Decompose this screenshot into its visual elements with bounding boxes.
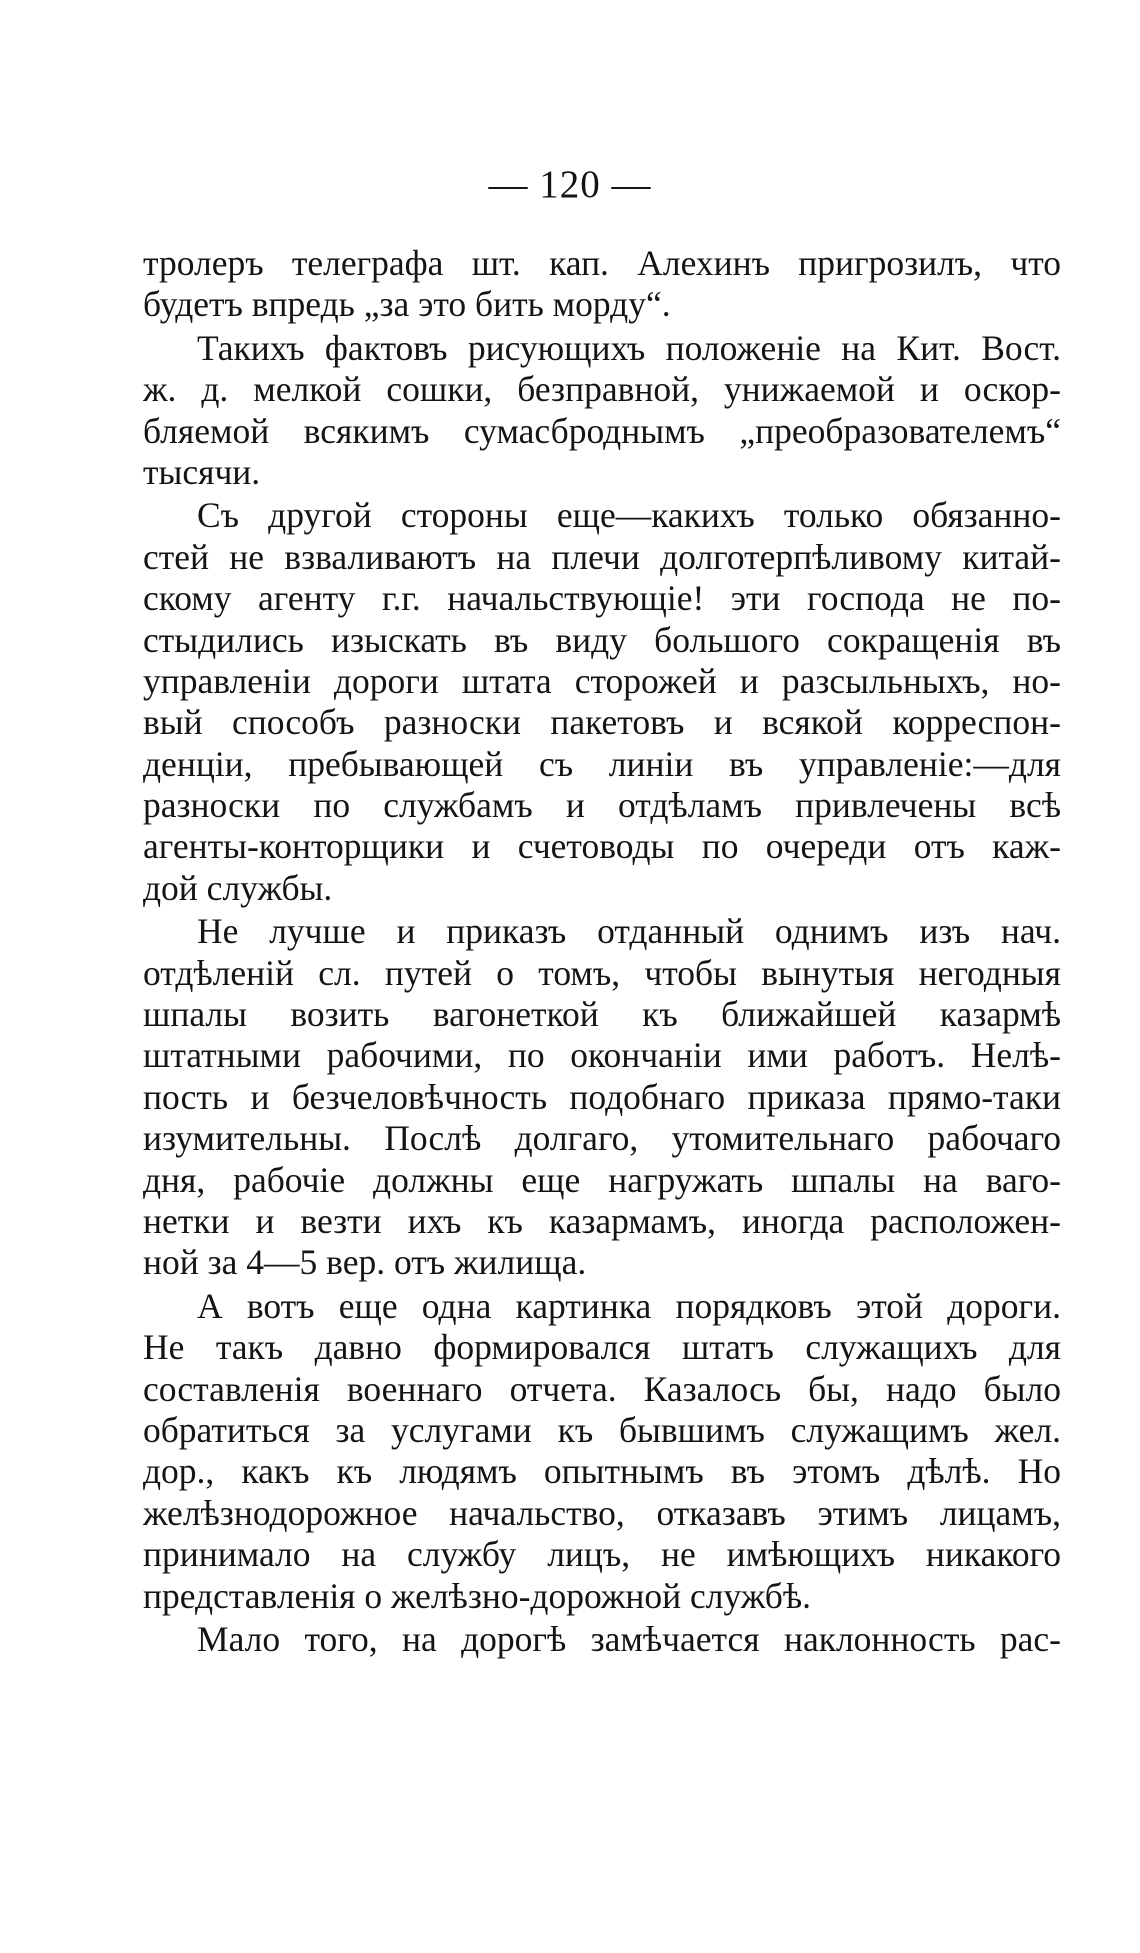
text-line: бляемой всякимъ сумасброднымъ „преобразователемъ“ bbox=[143, 410, 1061, 451]
paragraph bbox=[143, 243, 1061, 326]
text-line: принимало на службу лицъ, не имѣющихъ никакого bbox=[143, 1534, 1061, 1575]
text-line: агенты-конторщики и счетоводы по очереди отъ каж- bbox=[143, 826, 1061, 867]
text-line: штатными рабочими, по окончаніи ими работъ. Нелѣ- bbox=[143, 1035, 1061, 1076]
text-line: ной за 4—5 вер. отъ жилища. bbox=[143, 1242, 587, 1283]
text-line: А вотъ еще одна картинка порядковъ этой дороги. bbox=[197, 1285, 1061, 1326]
text-line: стыдились изыскать въ виду большого сокращенія въ bbox=[143, 619, 1061, 660]
paragraph bbox=[143, 328, 1061, 494]
text-line: составленія военнаго отчета. Казалось бы, надо было bbox=[143, 1368, 1061, 1409]
paragraph bbox=[143, 1286, 1061, 1617]
text-line: обратиться за услугами къ бывшимъ служащимъ жел. bbox=[143, 1409, 1061, 1450]
text-line: тысячи. bbox=[143, 451, 261, 492]
paragraph bbox=[143, 495, 1061, 909]
text-line: нетки и везти ихъ къ казармамъ, иногда расположен- bbox=[143, 1200, 1061, 1241]
text-line: денціи, пребывающей съ линіи въ управленіе:—для bbox=[143, 743, 1061, 784]
page-number: — 120 — bbox=[488, 163, 652, 206]
text-line: Съ другой стороны еще—какихъ только обязанно- bbox=[197, 495, 1061, 536]
text-line: тролеръ телеграфа шт. кап. Алехинъ пригрозилъ, что bbox=[143, 243, 1061, 283]
text-line: дня, рабочіе должны еще нагружать шпалы на ваго- bbox=[143, 1159, 1061, 1200]
paragraph bbox=[143, 911, 1061, 1284]
text-line: дор., какъ къ людямъ опытнымъ въ этомъ дѣлѣ. Но bbox=[143, 1451, 1061, 1492]
paragraph bbox=[143, 1619, 1061, 1660]
text-line: управленіи дороги штата сторожей и разсыльныхъ, но- bbox=[143, 660, 1061, 701]
text-line: разноски по службамъ и отдѣламъ привлечены всѣ bbox=[143, 785, 1061, 826]
text-line: дой службы. bbox=[143, 867, 333, 908]
text-line: изумительны. Послѣ долгаго, утомительнаго рабочаго bbox=[143, 1118, 1061, 1159]
text-line: вый способъ разноски пакетовъ и всякой корреспон- bbox=[143, 702, 1061, 743]
body-text bbox=[143, 243, 1061, 1662]
text-line: пость и безчеловѣчность подобнаго приказа прямо-таки bbox=[143, 1076, 1061, 1117]
text-line: скому агенту г.г. начальствующіе! эти господа не по- bbox=[143, 578, 1061, 619]
text-line: Не лучше и приказъ отданный однимъ изъ нач. bbox=[197, 911, 1061, 952]
text-line: стей не взваливаютъ на плечи долготерпѣливому китай- bbox=[143, 536, 1061, 577]
text-line: Такихъ фактовъ рисующихъ положеніе на Кит. Вост. bbox=[197, 327, 1061, 368]
text-line: желѣзнодорожное начальство, отказавъ этимъ лицамъ, bbox=[143, 1492, 1061, 1533]
text-line: ж. д. мелкой сошки, безправной, унижаемой и оскор- bbox=[143, 369, 1061, 410]
text-line: шпалы возить вагонеткой къ ближайшей казармѣ bbox=[143, 994, 1061, 1035]
text-line: Не такъ давно формировался штатъ служащихъ для bbox=[143, 1327, 1061, 1368]
text-line: представленія о желѣзно-дорожной службѣ. bbox=[143, 1575, 812, 1616]
text-line: будетъ впредь „за это бить морду“. bbox=[143, 284, 671, 325]
text-line: Мало того, на дорогѣ замѣчается наклонность рас- bbox=[197, 1618, 1061, 1659]
text-line: отдѣленій сл. путей о томъ, чтобы вынутыя негодныя bbox=[143, 952, 1061, 993]
